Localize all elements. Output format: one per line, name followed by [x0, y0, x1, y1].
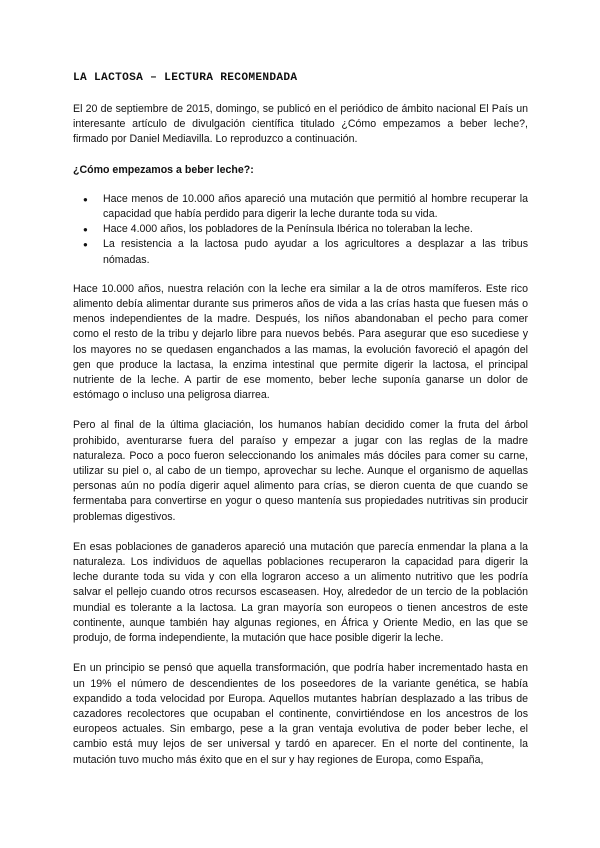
- bullet-item: ● Hace 4.000 años, los pobladores de la Península Ibérica no toleraban la leche.: [103, 222, 528, 237]
- body-paragraph: En esas poblaciones de ganaderos apareció una mutación que parecía enmendar la plana a la naturaleza. Los individuos de aquellas poblaciones recuperaron la capacidad para digerir la leche durante toda su vida y con ella lograron acceso a un alimento nutritivo que les podría salvar el pellejo cuando otros recursos escaseasen. Hoy, alrededor de un tercio de la población mundial es tolerante a la lactosa. La gran mayoría son europeos o tienen ancestros de este continente, aunque también hay algunas regiones, en África y Oriente Medio, en las que se produjo, de forma independiente, la mutación que hace posible digerir la leche.: [73, 540, 528, 645]
- body-paragraph: Pero al final de la última glaciación, los humanos habían decidido comer la fruta del árbol prohibido, aventurarse fuera del paraíso y empezar a jugar con las reglas de la madre naturaleza. Poco a poco fueron seleccionando los animales más dóciles para comer su carne, utilizar su piel o, al cabo de un tiempo, aprovechar su leche. Aunque el organismo de aquellas personas aún no podía digerir aquel alimento para crías, se dieron cuenta de que cuando se fermentaba para convertirse en yogur o queso mantenía sus propiedades nutritivas sin producir problemas digestivos.: [73, 419, 528, 523]
- bullet-item: ● Hace menos de 10.000 años apareció una mutación que permitió al hombre recuperar la capacidad que había perdido para digerir la leche durante toda su vida.: [103, 192, 528, 222]
- document-body: [73, 102, 528, 783]
- page-title: LA LACTOSA – LECTURA RECOMENDADA: [73, 72, 298, 84]
- bullet-item: ● La resistencia a la lactosa pudo ayudar a los agricultores a desplazar a las tribus nómadas.: [103, 237, 528, 267]
- section-subheading: ¿Cómo empezamos a beber leche?:: [73, 163, 254, 176]
- summary-bullet-list: [73, 192, 528, 268]
- body-paragraph: En un principio se pensó que aquella transformación, que podría haber incrementado hasta en un 19% el número de descendientes de los poseedores de la variante genética, se había expandido a toda velocidad por Europa. Aquellos mutantes habrían desplazado a las tribus de cazadores recolectores que ocupaban el continente, convirtiéndose en los ancestros de los europeos actuales. Sin embargo, pese a la gran ventaja evolutiva de poder beber leche, el cambio está muy lejos de ser universal y tardó en aparecer. En el norte del continente, la mutación tuvo mucho más éxito que en el sur y hay regiones de Europa, como España,: [73, 662, 528, 766]
- body-paragraph: Hace 10.000 años, nuestra relación con la leche era similar a la de otros mamíferos. Este rico alimento debía alimentar durante sus primeros años de vida a las crías hasta que fuesen más o menos independientes de la madre. Después, los niños abandonaban el pecho para comer como el resto de la tribu y dejarlo libre para nuevos bebés. Para asegurar que eso sucediese y los mayores no se quedasen enganchados a las mamas, la evolución favoreció el apagón del gen que produce la lactasa, la enzima intestinal que permite digerir la lactosa, el principal nutriente de la leche. A partir de ese momento, beber leche suponía ganarse un dolor de estómago o incluso una peligrosa diarrea.: [73, 282, 528, 402]
- intro-paragraph: El 20 de septiembre de 2015, domingo, se publicó en el periódico de ámbito nacional El País un interesante artículo de divulgación científica titulado ¿Cómo empezamos a beber leche?, firmado por Daniel Mediavilla. Lo reproduzco a continuación.: [73, 103, 528, 146]
